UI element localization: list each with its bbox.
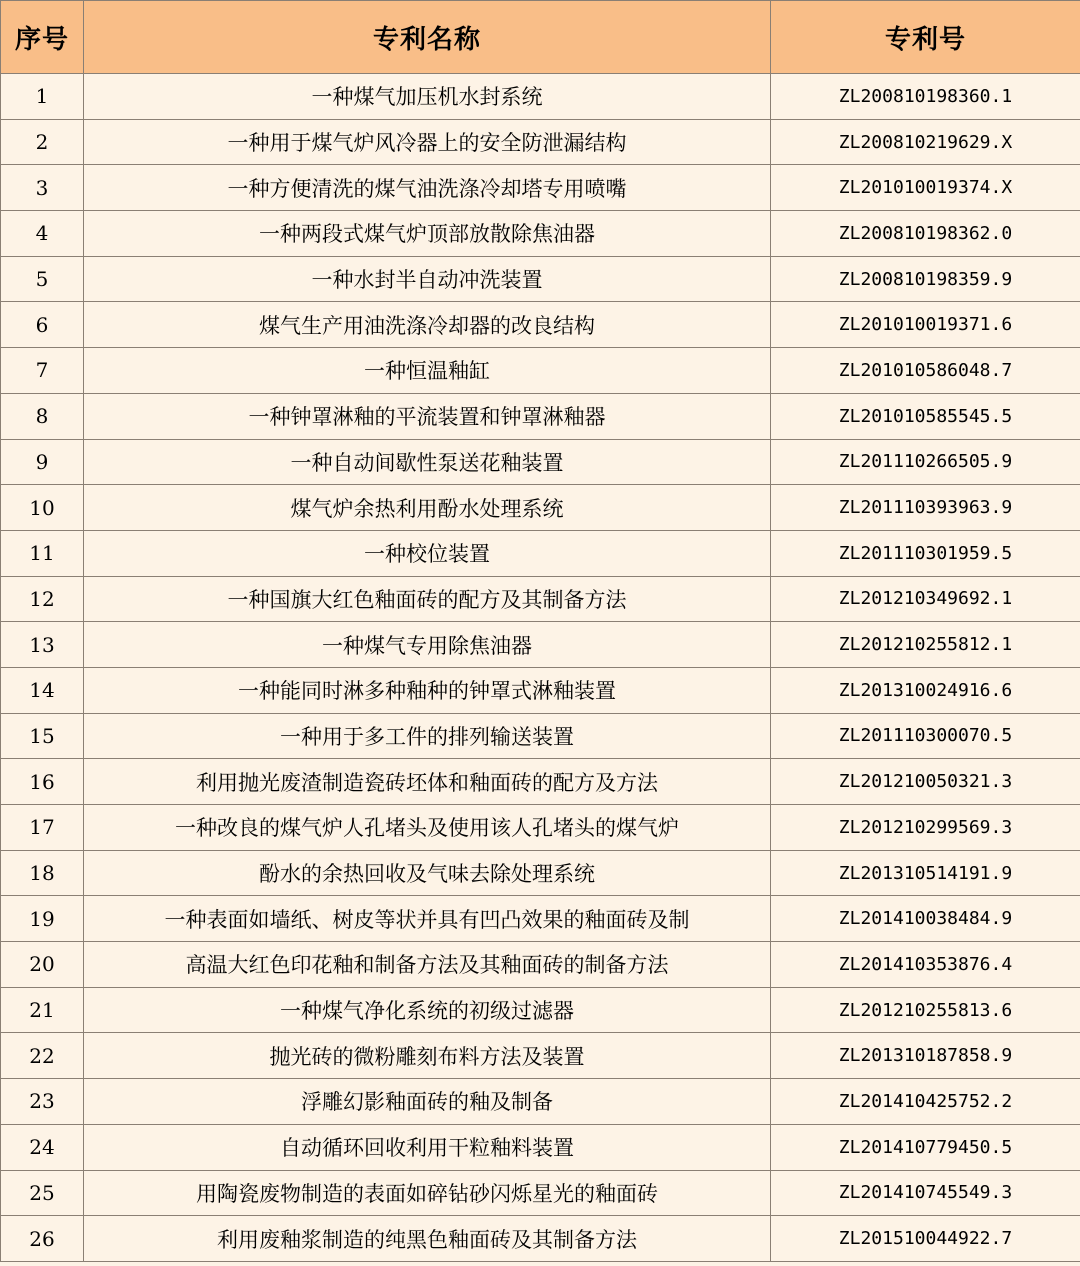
patent-name: 一种煤气净化系统的初级过滤器	[84, 987, 771, 1033]
patent-number: ZL200810219629.X	[771, 119, 1080, 165]
row-index: 22	[1, 1033, 84, 1079]
patent-number: ZL200810198360.1	[771, 74, 1080, 120]
patent-name: 一种用于煤气炉风冷器上的安全防泄漏结构	[84, 119, 771, 165]
patent-name: 浮雕幻影釉面砖的釉及制备	[84, 1079, 771, 1125]
table-row	[1, 165, 1080, 211]
patent-number: ZL201110301959.5	[771, 530, 1080, 576]
table-row	[1, 942, 1080, 988]
row-index: 13	[1, 622, 84, 668]
patent-name: 一种校位装置	[84, 530, 771, 576]
patent-number: ZL201210050321.3	[771, 759, 1080, 805]
row-index: 15	[1, 713, 84, 759]
patent-name: 一种国旗大红色釉面砖的配方及其制备方法	[84, 576, 771, 622]
row-index: 5	[1, 256, 84, 302]
patent-name: 一种恒温釉缸	[84, 348, 771, 394]
patent-name: 一种自动间歇性泵送花釉装置	[84, 439, 771, 485]
patent-name: 一种用于多工件的排列输送装置	[84, 713, 771, 759]
patent-name: 利用废釉浆制造的纯黑色釉面砖及其制备方法	[84, 1216, 771, 1262]
patent-number: ZL201510044922.7	[771, 1216, 1080, 1262]
row-index: 16	[1, 759, 84, 805]
row-index: 9	[1, 439, 84, 485]
patent-name: 高温大红色印花釉和制备方法及其釉面砖的制备方法	[84, 942, 771, 988]
table-row	[1, 530, 1080, 576]
table-row	[1, 302, 1080, 348]
patent-number: ZL201010019374.X	[771, 165, 1080, 211]
patent-number: ZL201410353876.4	[771, 942, 1080, 988]
table-row	[1, 1124, 1080, 1170]
patent-name: 一种表面如墙纸、树皮等状并具有凹凸效果的釉面砖及制	[84, 896, 771, 942]
row-index: 19	[1, 896, 84, 942]
patent-number: ZL201210255813.6	[771, 987, 1080, 1033]
patent-name: 一种水封半自动冲洗装置	[84, 256, 771, 302]
table-row	[1, 119, 1080, 165]
row-index: 8	[1, 393, 84, 439]
table-row	[1, 1079, 1080, 1125]
row-index: 11	[1, 530, 84, 576]
row-index: 24	[1, 1124, 84, 1170]
table-row	[1, 1170, 1080, 1216]
header-patent-name: 专利名称	[84, 1, 771, 74]
row-index: 17	[1, 805, 84, 851]
header-row	[1, 1, 1080, 74]
row-index: 14	[1, 667, 84, 713]
table-row	[1, 667, 1080, 713]
patent-number: ZL200810198362.0	[771, 211, 1080, 257]
table-row	[1, 759, 1080, 805]
patent-number: ZL201210299569.3	[771, 805, 1080, 851]
patent-number: ZL201210255812.1	[771, 622, 1080, 668]
table-row	[1, 622, 1080, 668]
patent-name: 煤气炉余热利用酚水处理系统	[84, 485, 771, 531]
patent-number: ZL201410745549.3	[771, 1170, 1080, 1216]
table-row	[1, 211, 1080, 257]
patent-number: ZL201310514191.9	[771, 850, 1080, 896]
patent-number: ZL201410425752.2	[771, 1079, 1080, 1125]
patent-number: ZL201110266505.9	[771, 439, 1080, 485]
patent-number: ZL201410779450.5	[771, 1124, 1080, 1170]
row-index: 7	[1, 348, 84, 394]
row-index: 1	[1, 74, 84, 120]
patent-name: 利用抛光废渣制造瓷砖坯体和釉面砖的配方及方法	[84, 759, 771, 805]
table-row	[1, 74, 1080, 120]
table-body	[1, 74, 1080, 1262]
patent-number: ZL201210349692.1	[771, 576, 1080, 622]
patent-number: ZL201110393963.9	[771, 485, 1080, 531]
table-row	[1, 713, 1080, 759]
patent-name: 抛光砖的微粉雕刻布料方法及装置	[84, 1033, 771, 1079]
row-index: 6	[1, 302, 84, 348]
table-row	[1, 1033, 1080, 1079]
table-row	[1, 348, 1080, 394]
row-index: 2	[1, 119, 84, 165]
row-index: 10	[1, 485, 84, 531]
patent-number: ZL201010019371.6	[771, 302, 1080, 348]
patent-name: 煤气生产用油洗涤冷却器的改良结构	[84, 302, 771, 348]
table-row	[1, 256, 1080, 302]
patent-name: 一种能同时淋多种釉种的钟罩式淋釉装置	[84, 667, 771, 713]
table-row	[1, 1216, 1080, 1262]
patent-name: 酚水的余热回收及气味去除处理系统	[84, 850, 771, 896]
patent-number: ZL201010585545.5	[771, 393, 1080, 439]
patent-name: 一种两段式煤气炉顶部放散除焦油器	[84, 211, 771, 257]
table-row	[1, 987, 1080, 1033]
patent-name: 自动循环回收利用干粒釉料装置	[84, 1124, 771, 1170]
table-row	[1, 393, 1080, 439]
row-index: 12	[1, 576, 84, 622]
header-index: 序号	[1, 1, 84, 74]
row-index: 21	[1, 987, 84, 1033]
table-row	[1, 576, 1080, 622]
patent-number: ZL200810198359.9	[771, 256, 1080, 302]
row-index: 3	[1, 165, 84, 211]
table-row	[1, 850, 1080, 896]
table-row	[1, 485, 1080, 531]
patent-number: ZL201010586048.7	[771, 348, 1080, 394]
patent-name: 一种钟罩淋釉的平流装置和钟罩淋釉器	[84, 393, 771, 439]
table-header	[1, 1, 1080, 74]
table-row	[1, 896, 1080, 942]
patent-name: 一种改良的煤气炉人孔堵头及使用该人孔堵头的煤气炉	[84, 805, 771, 851]
patent-name: 用陶瓷废物制造的表面如碎钻砂闪烁星光的釉面砖	[84, 1170, 771, 1216]
patent-name: 一种煤气加压机水封系统	[84, 74, 771, 120]
patent-number: ZL201310024916.6	[771, 667, 1080, 713]
table-row	[1, 805, 1080, 851]
patent-name: 一种煤气专用除焦油器	[84, 622, 771, 668]
patent-number: ZL201310187858.9	[771, 1033, 1080, 1079]
table-row	[1, 439, 1080, 485]
patent-name: 一种方便清洗的煤气油洗涤冷却塔专用喷嘴	[84, 165, 771, 211]
patent-number: ZL201110300070.5	[771, 713, 1080, 759]
row-index: 18	[1, 850, 84, 896]
row-index: 23	[1, 1079, 84, 1125]
row-index: 26	[1, 1216, 84, 1262]
header-patent-number: 专利号	[771, 1, 1080, 74]
patent-number: ZL201410038484.9	[771, 896, 1080, 942]
row-index: 25	[1, 1170, 84, 1216]
row-index: 4	[1, 211, 84, 257]
row-index: 20	[1, 942, 84, 988]
